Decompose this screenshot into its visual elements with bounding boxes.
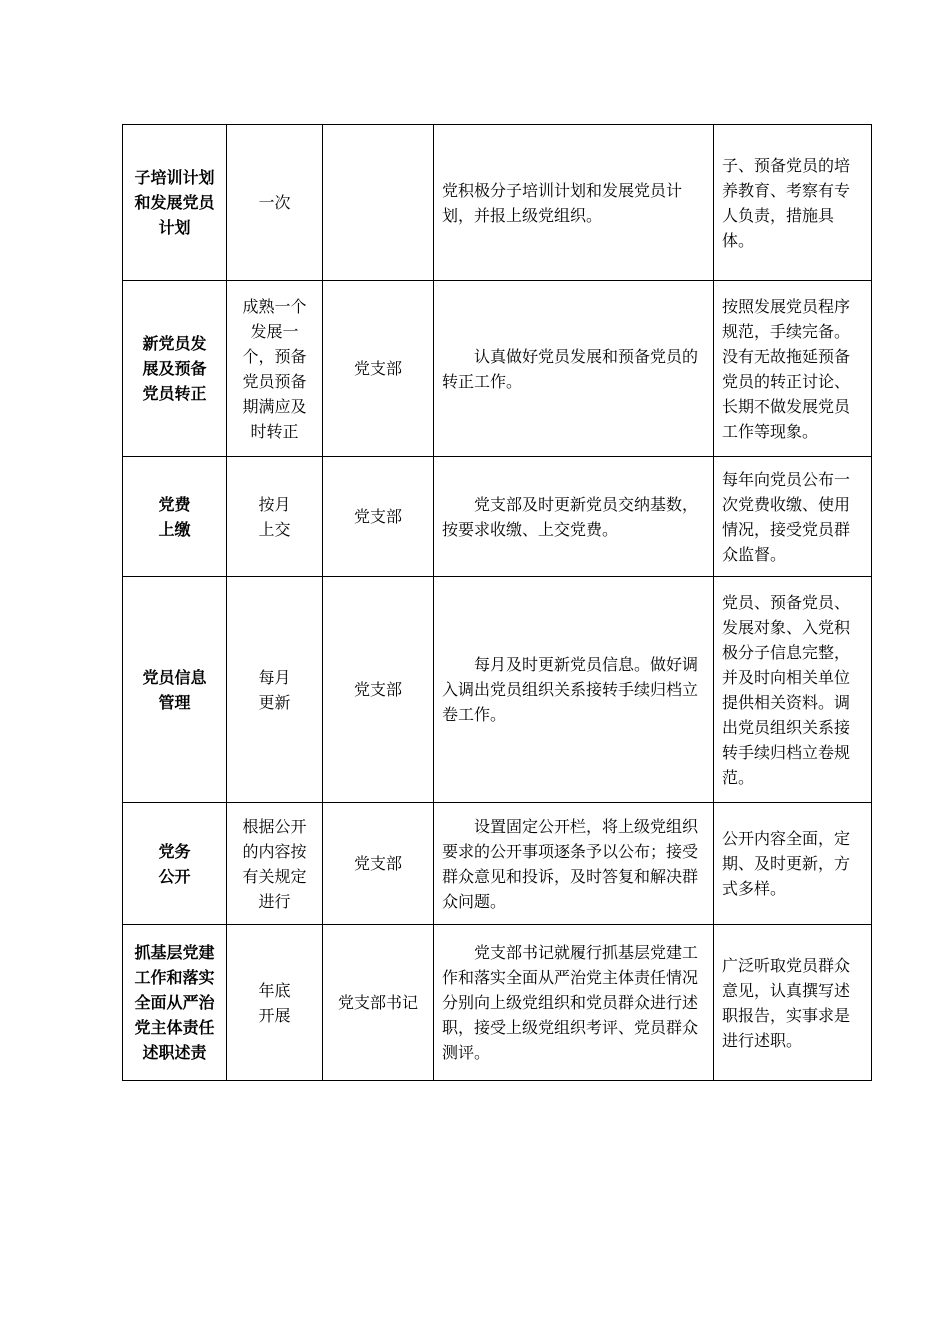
table-row — [123, 281, 872, 457]
item-cell: 抓基层党建 工作和落实 全面从严治 党主体责任 述职述责 — [123, 925, 227, 1081]
standard-cell: 每年向党员公布一次党费收缴、使用情况，接受党员群众监督。 — [714, 457, 872, 577]
standard-cell: 子、预备党员的培养教育、考察有专人负责，措施具体。 — [714, 125, 872, 281]
responsible-cell: 党支部 — [323, 803, 434, 925]
content-cell — [434, 803, 714, 925]
item-cell: 党员信息 管理 — [123, 577, 227, 803]
item-cell: 新党员发 展及预备 党员转正 — [123, 281, 227, 457]
frequency-cell: 按月 上交 — [227, 457, 323, 577]
responsible-cell: 党支部书记 — [323, 925, 434, 1081]
standard-cell: 按照发展党员程序规范，手续完备。没有无故拖延预备党员的转正讨论、长期不做发展党员工作等现象。 — [714, 281, 872, 457]
content-text: 每月及时更新党员信息。做好调入调出党员组织关系接转手续归档立卷工作。 — [442, 655, 699, 724]
responsible-cell: 党支部 — [323, 577, 434, 803]
content-text: 认真做好党员发展和预备党员的转正工作。 — [442, 346, 699, 391]
table-row — [123, 925, 872, 1081]
content-cell — [434, 281, 714, 457]
table-row — [123, 577, 872, 803]
frequency-cell: 每月 更新 — [227, 577, 323, 803]
frequency-cell: 根据公开 的内容按 有关规定 进行 — [227, 803, 323, 925]
table-row — [123, 457, 872, 577]
item-cell: 子培训计划 和发展党员 计划 — [123, 125, 227, 281]
content-text: 党支部及时更新党员交纳基数，按要求收缴、上交党费。 — [442, 494, 699, 539]
item-cell: 党务 公开 — [123, 803, 227, 925]
table-row — [123, 803, 872, 925]
responsible-cell — [323, 125, 434, 281]
standard-cell: 党员、预备党员、发展对象、入党积极分子信息完整，并及时向相关单位提供相关资料。调出党员组织关系接转手续归档立卷规范。 — [714, 577, 872, 803]
item-cell: 党费 上缴 — [123, 457, 227, 577]
table-row — [123, 125, 872, 281]
content-text: 党积极分子培训计划和发展党员计划，并报上级党组织。 — [442, 180, 683, 225]
responsible-cell: 党支部 — [323, 457, 434, 577]
content-cell — [434, 125, 714, 281]
responsible-cell: 党支部 — [323, 281, 434, 457]
frequency-cell: 年底 开展 — [227, 925, 323, 1081]
standard-cell: 公开内容全面，定期、及时更新，方式多样。 — [714, 803, 872, 925]
content-cell — [434, 925, 714, 1081]
content-text: 党支部书记就履行抓基层党建工作和落实全面从严治党主体责任情况分别向上级党组织和党员群众进行述职，接受上级党组织考评、党员群众测评。 — [442, 943, 699, 1062]
content-cell — [434, 457, 714, 577]
content-text: 设置固定公开栏，将上级党组织要求的公开事项逐条予以公布；接受群众意见和投诉，及时答复和解决群众问题。 — [442, 816, 699, 911]
party-work-table — [122, 124, 872, 1081]
content-cell — [434, 577, 714, 803]
standard-cell: 广泛听取党员群众意见，认真撰写述职报告，实事求是进行述职。 — [714, 925, 872, 1081]
frequency-cell: 一次 — [227, 125, 323, 281]
frequency-cell: 成熟一个 发展一 个，预备 党员预备 期满应及 时转正 — [227, 281, 323, 457]
